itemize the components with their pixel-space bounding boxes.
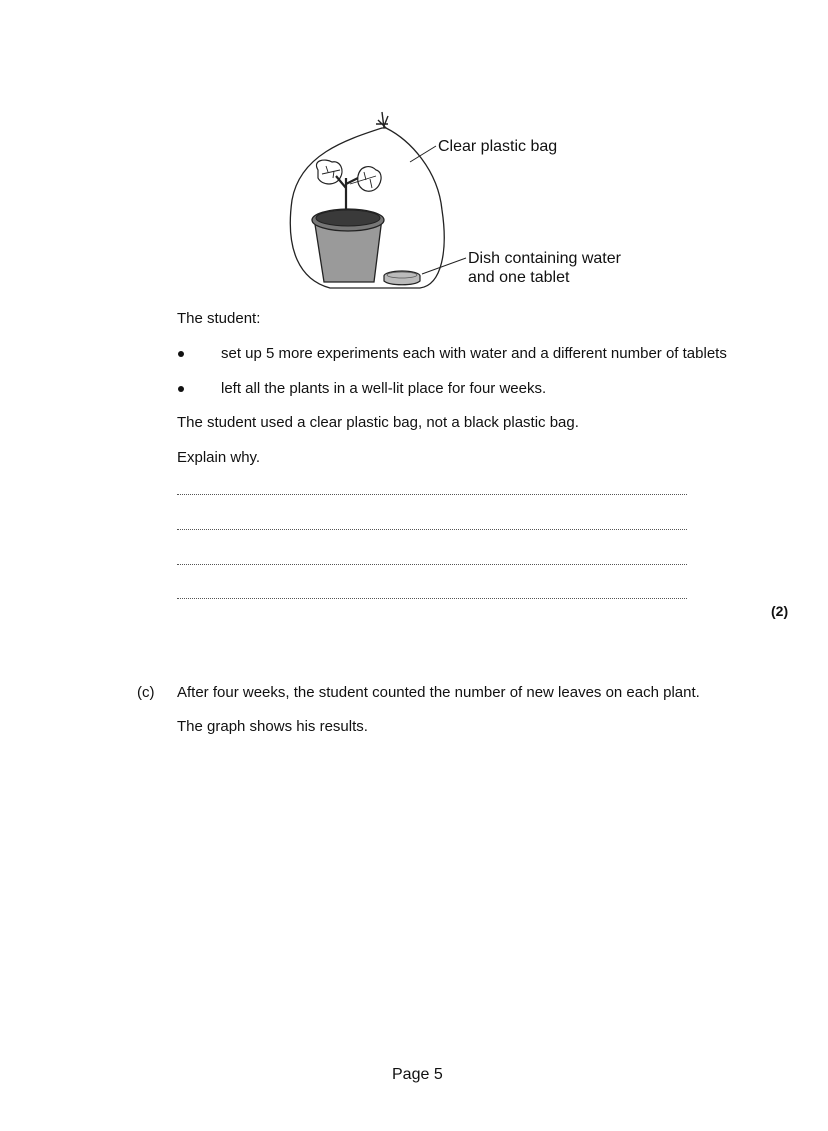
bullet-item-1: set up 5 more experiments each with water and a different number of tablets: [221, 345, 727, 362]
answer-line-1[interactable]: [177, 494, 687, 495]
answer-line-3[interactable]: [177, 564, 687, 565]
marks-indicator: (2): [771, 603, 789, 619]
bullet-dot-1: [178, 351, 184, 357]
answer-line-2[interactable]: [177, 529, 687, 530]
bullet-item-2: left all the plants in a well-lit place for four weeks.: [221, 380, 547, 397]
explain-prompt: Explain why.: [177, 449, 261, 466]
part-c-line2: The graph shows his results.: [177, 718, 368, 735]
part-c-label: (c): [137, 684, 155, 701]
plant-bag-diagram: [270, 100, 670, 300]
bullet-dot-2: [178, 386, 184, 392]
intro-text: The student:: [177, 310, 261, 327]
label-dish-line1: Dish containing water: [468, 250, 621, 267]
label-clear-plastic-bag: Clear plastic bag: [438, 138, 558, 155]
answer-line-4[interactable]: [177, 598, 687, 599]
statement-text: The student used a clear plastic bag, not a black plastic bag.: [177, 414, 579, 431]
part-c-line1: After four weeks, the student counted the number of new leaves on each plant.: [177, 684, 700, 701]
page-number: Page 5: [392, 1066, 443, 1083]
label-dish-line2: and one tablet: [468, 269, 570, 286]
